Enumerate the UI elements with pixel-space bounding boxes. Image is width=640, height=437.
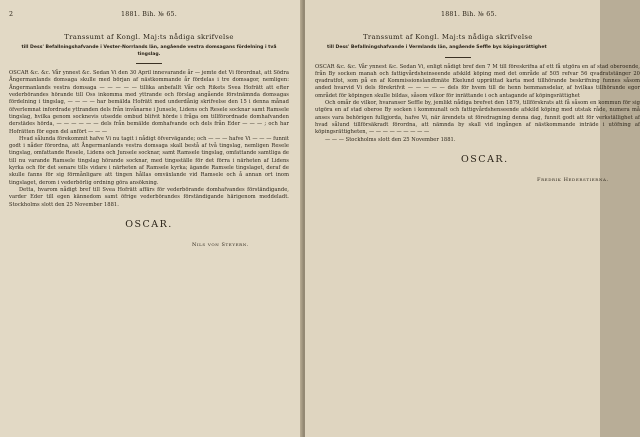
left-paragraph-3: Detta, hvarom nådigt bref till Svea Hofrätt affärs för vederbörande domhafvandes förständigande, varder Eder till egen kännedom samt öfrige vederbörandes förständigande härigenom meddeladt. Stockholms slott den 25 November 1881. [9,186,289,208]
left-running-head-text: 1881. Bih. № 65. [121,11,177,18]
right-subtitle: till Dess' Befallningshafvande i Vermlands län, angående Seffle bys köpingsrättighet [327,45,547,50]
left-body [9,70,289,209]
left-title: Transsumt af Kongl. Maj:ts nådiga skrifvelse [64,33,234,41]
right-divider [445,57,471,58]
right-title: Transsumt af Kongl. Maj:ts nådiga skrifvelse [363,33,533,41]
right-countersign: Fredrik Hederstierna. [537,176,609,183]
right-body [315,64,640,144]
left-divider [136,63,162,64]
right-signature: OSCAR. [461,153,509,165]
left-running-head [9,11,289,21]
right-paragraph-3: — — — Stockholms slott den 25 November 1881. [325,136,456,143]
left-paragraph-1: OSCAR &c. &c. Vår ynnest &c. Sedan Vi den 30 April innevarande år — jemte det Vi förordnat, att Södra Ångermanlands domsaga skulle med början af nästkommande år fördelas i tre domsagor, nemligen: Ångermanlands vestra domsaga — — — — — tillika anbefallt Vår och Rikets Svea Hofrätt att efter vederbörandes hörande till Oss inkomma med yttrande och förslag angående förstnämnda domsagas fördelning i tingslag, — — — — har bemälda Hofrätt med underdånig skrifvelse den 15 i denna månad öfverlemnat infordrade yttranden dels från invånarne i Junsele, Lidens och Resele socknar samt Ramsele tingslag, hvilka genom socknevis utsedde ombud blifvit hörde i fråga om tillförordnade domhafvanden derstädes hörda, — — — — — — dels från bemälde domhafvande och dels från Eder — — — ; och har Hofrätten för egen del anfört — — — [9,70,290,135]
right-paragraph-1: OSCAR &c. &c. Vår ynnest &c. Sedan Vi, enligt nådigt bref den 7 M till föreskrifna af ett få utgöra en af stad oberoende, från By socken manah och fattigvårdsheinseende afskild köping med det område af 505 refvar 56 qvadratstänger 20 qvadratfot, som på en af Kommissionslandtmäte Ekelund upprättad karta med tillhörande beskrifning funnes såsom anded hvarvid Vi dels förekrifvit — — — — — dels för hvem till de henn hemmansdelar, af hvilkas tillhörande egor området för köpingen skulle bildas, såsom vilkor för inrättande i och antagande af köpingsrättighet [315,63,640,99]
left-page-number: 2 [9,11,14,18]
left-paragraph-2: Hvad sålunda förekommit hafve Vi nu tagit i nådigt öfvervägande; och — — — hafve Vi — — — funnit godt i nåder förordna, att Ångermanlands vestra domsaga skall bestå af två tingslag, nemligen Resele tingslag, omfattande Resele, Lidens och Junsele socknar, samt Ramsele tingslag, omfattande samtliga de till nu varande Ramsele tingslag hörande socknar, med tingsställe för det förra i närheten af Lidens kyrka och för det senare tills vidare i närheten af Ramsele kyrka; ägande Ramsele tingslaget, deraf de skulle fanns för sig förmånligare att tingen hållas omväxlande vid Ramsele och å annan ort inom tingslaget, derom i vederbörlig ordning göra ansökning. [9,135,289,186]
right-running-head-text: 1881. Bih. № 65. [441,11,497,18]
right-paragraph-2: Och omår de vilkor, hvaranser Seffle by, jemlikt nådiga brefvet den 1879, tillförskrats att få såsom en kommun för sig utgöra en af stad oberoe By socken i kommunalt och fattigvårdshenseende afskild köping med utstak råde, numera må anses vara behörigen fullgjorda, hafve Vi, när ärendets ut föredragning denna dag, funnit godt att för verkställighet af hvad sålund tillförsäkradt förordna, att nämnda by skall vid ingången af nästkommande inträde i utöfning af köpingsrättigheten, — — — — — — — — — [315,100,640,136]
right-page [305,0,640,437]
left-signature: OSCAR. [125,218,173,230]
left-page [0,0,303,437]
left-countersign: Nils von Steyern. [191,241,249,248]
right-running-head [315,11,600,21]
left-subtitle: till Dess' Befallningshafvande i Vester-Norrlands län, angående vestra domsagans fördelning i två tingslag. [21,45,277,57]
